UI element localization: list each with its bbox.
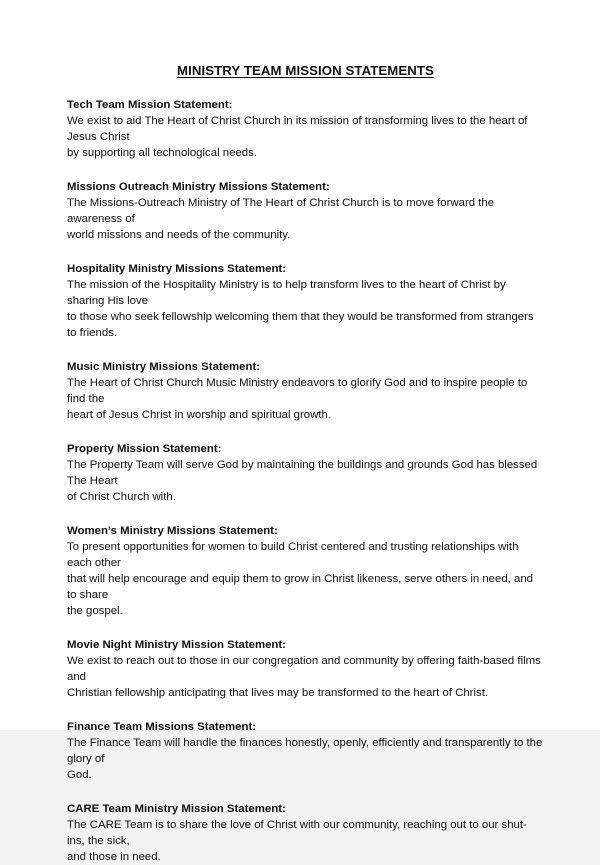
- mission-section-hospitality: [67, 261, 544, 341]
- section-line: by supporting all technological needs.: [67, 147, 257, 159]
- section-body: [67, 457, 544, 505]
- section-line: heart of Jesus Christ in worship and spiritual growth.: [67, 409, 332, 421]
- mission-section-property: [67, 441, 544, 505]
- section-heading: Missions Outreach Ministry Missions Statement:: [67, 181, 330, 193]
- section-line: The Finance Team will handle the finances honestly, openly, efficiently and transparently to the glory of: [67, 737, 543, 765]
- section-line: to those who seek fellowship welcoming them that they would be transformed from strangers to friends.: [67, 311, 534, 339]
- mission-section-care: [67, 801, 544, 865]
- section-body: [67, 735, 544, 783]
- section-line: the gospel.: [67, 605, 123, 617]
- section-line: The mission of the Hospitality Ministry is to help transform lives to the heart of Christ by sharing His love: [67, 279, 506, 307]
- mission-section-tech: [67, 97, 544, 161]
- section-body: [67, 277, 544, 341]
- section-line: of Christ Church with.: [67, 491, 176, 503]
- section-line: God.: [67, 769, 92, 781]
- section-line: and those in need.: [67, 851, 161, 863]
- section-body: [67, 539, 544, 619]
- mission-section-music: [67, 359, 544, 423]
- section-body: [67, 195, 544, 243]
- section-line: The Property Team will serve God by maintaining the buildings and grounds God has blessed The Heart: [67, 459, 538, 487]
- section-heading: Tech Team Mission Statement:: [67, 99, 233, 111]
- section-line: world missions and needs of the community.: [67, 229, 291, 241]
- section-line: To present opportunities for women to build Christ centered and trusting relationships with each other: [67, 541, 519, 569]
- mission-section-movie-night: [67, 637, 544, 701]
- section-line: We exist to aid The Heart of Christ Church in its mission of transforming lives to the heart of Jesus Christ: [67, 115, 528, 143]
- section-body: [67, 817, 544, 865]
- mission-section-missions-outreach: [67, 179, 544, 243]
- section-line: Christian fellowship anticipating that lives may be transformed to the heart of Christ.: [67, 687, 489, 699]
- mission-section-womens: [67, 523, 544, 619]
- document-title: MINISTRY TEAM MISSION STATEMENTS: [177, 63, 434, 78]
- section-heading: Women’s Ministry Missions Statement:: [67, 525, 278, 537]
- section-body: [67, 653, 544, 701]
- section-heading: Hospitality Ministry Missions Statement:: [67, 263, 286, 275]
- mission-section-finance: [67, 719, 544, 783]
- section-heading: Finance Team Missions Statement:: [67, 721, 257, 733]
- section-line: The Missions-Outreach Ministry of The Heart of Christ Church is to move forward the awareness of: [67, 197, 495, 225]
- section-line: The Heart of Christ Church Music Ministry endeavors to glorify God and to inspire people to find the: [67, 377, 528, 405]
- section-line: that will help encourage and equip them to grow in Christ likeness, serve others in need, and to share: [67, 573, 534, 601]
- section-heading: Music Ministry Missions Statement:: [67, 361, 261, 373]
- section-body: [67, 113, 544, 161]
- section-heading: CARE Team Ministry Mission Statement:: [67, 803, 286, 815]
- section-line: The CARE Team is to share the love of Christ with our community, reaching out to our shut-ins, the sick,: [67, 819, 527, 847]
- section-body: [67, 375, 544, 423]
- section-heading: Property Mission Statement:: [67, 443, 222, 455]
- section-heading: Movie Night Ministry Mission Statement:: [67, 639, 286, 651]
- section-line: We exist to reach out to those in our congregation and community by offering faith-based films and: [67, 655, 541, 683]
